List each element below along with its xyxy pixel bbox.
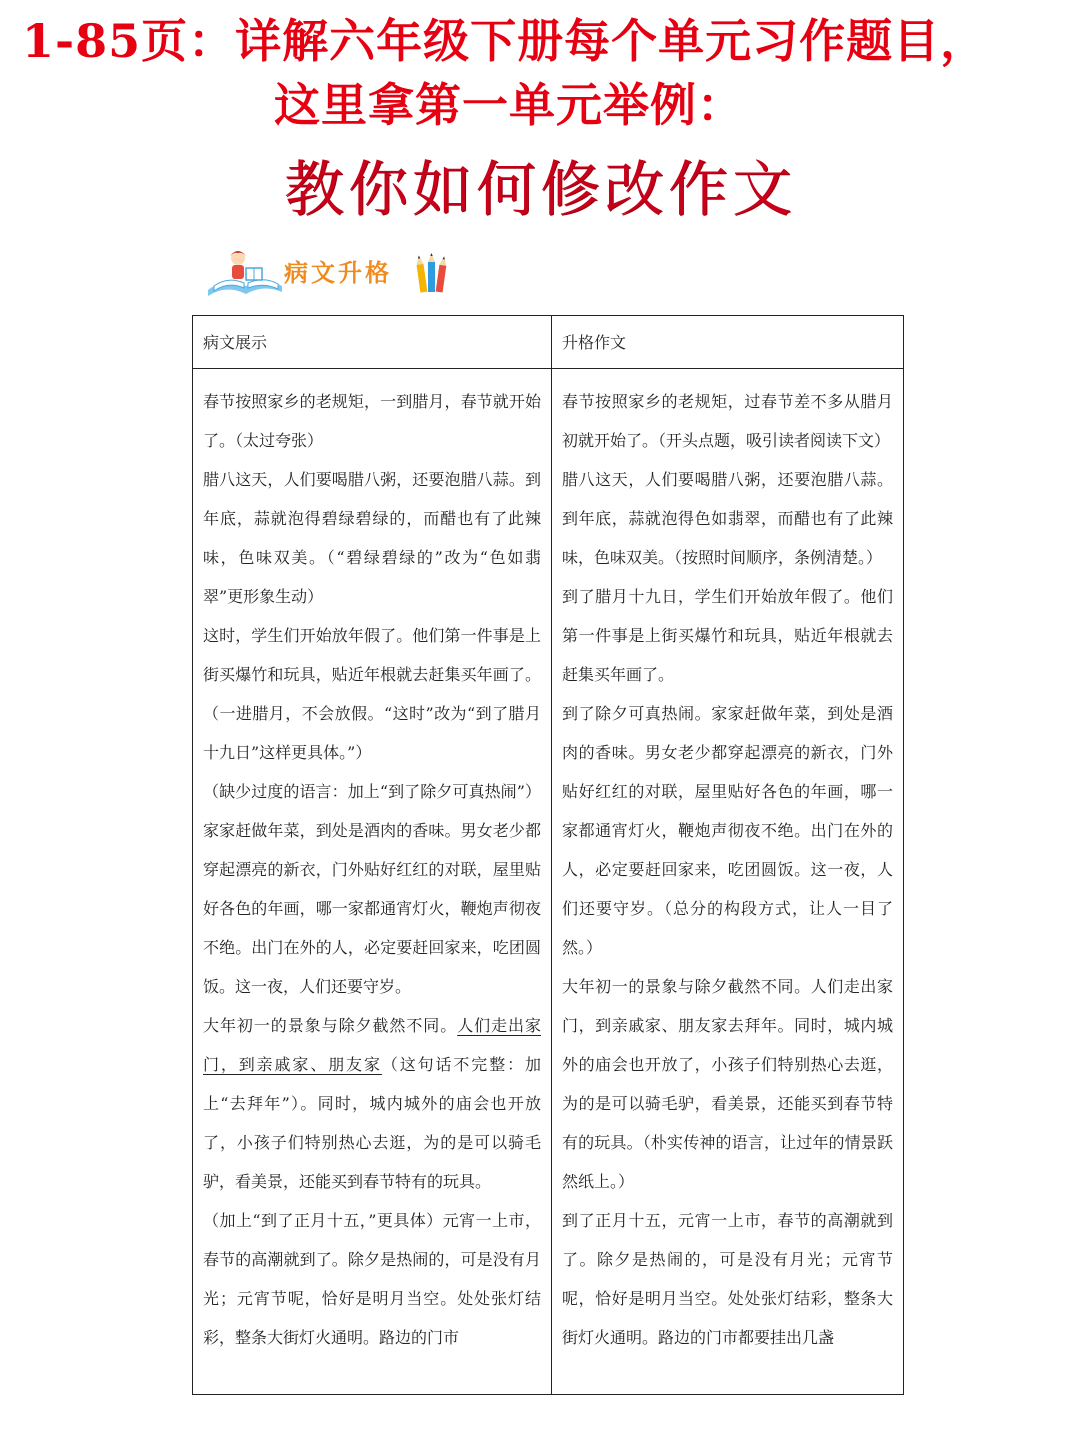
left-column-header: 病文展示 — [193, 316, 551, 369]
revised-paragraph-2: 腊八这天，人们要喝腊八粥，还要泡腊八蒜。到年底，蒜就泡得色如翡翠，而醋也有了此辣味，色味双美。（按照时间顺序，条例清楚。） — [562, 470, 893, 567]
revised-paragraph-3: 到了腊月十九日，学生们开始放年假了。他们第一件事是上街买爆竹和玩具，贴近年根就去赶集买年画了。 — [562, 587, 893, 684]
original-paragraph-5-end: （这句话不完整：加上“去拜年”）。同时，城内城外的庙会也开放了，小孩子们特别热心去逛，为的是可以骑毛驴，看美景，还能买到春节特有的玩具。 — [203, 1055, 541, 1191]
original-paragraph-6: （加上“到了正月十五，”更具体）元宵一上市，春节的高潮就到了。除夕是热闹的，可是没有月光；元宵节呢，恰好是明月当空。处处张灯结彩，整条大街灯火通明。路边的门市 — [203, 1211, 541, 1347]
comparison-table — [192, 315, 904, 1395]
revised-essay-body — [552, 369, 903, 1357]
banner-label: 病文升格 — [284, 259, 392, 287]
section-banner — [206, 246, 456, 300]
revised-paragraph-6: 到了正月十五，元宵一上市，春节的高潮就到了。除夕是热闹的，可是没有月光；元宵节呢，恰好是明月当空。处处张灯结彩，整条大街灯火通明。路边的门市都要挂出几盏 — [562, 1211, 893, 1347]
main-title: 教你如何修改作文 — [284, 155, 796, 225]
original-paragraph-2: 腊八这天，人们要喝腊八粥，还要泡腊八蒜。到年底，蒜就泡得碧绿碧绿的，而醋也有了此辣味，色味双美。（“碧绿碧绿的”改为“色如翡翠”更形象生动） — [203, 470, 541, 606]
original-paragraph-4: （缺少过度的语言：加上“到了除夕可真热闹”）家家赶做年菜，到处是酒肉的香味。男女老少都穿起漂亮的新衣，门外贴好红红的对联，屋里贴好各色的年画，哪一家都通宵灯火，鞭炮声彻夜不绝。出门在外的人，必定要赶回家来，吃团圆饭。这一夜，人们还要守岁。 — [203, 782, 541, 996]
reading-child-icon — [206, 246, 284, 300]
revised-paragraph-5: 大年初一的景象与除夕截然不同。人们走出家门，到亲戚家、朋友家去拜年。同时，城内城外的庙会也开放了，小孩子们特别热心去逛，为的是可以骑毛驴，看美景，还能买到春节特有的玩具。（朴实传神的语言，让过年的情景跃然纸上。） — [562, 977, 893, 1191]
original-essay-column — [193, 316, 552, 1394]
original-paragraph-5 — [203, 1006, 541, 1201]
header-line-1: 1-85页：详解六年级下册每个单元习作题目， — [22, 14, 988, 68]
header-line-2: 这里拿第一单元举例： — [274, 78, 744, 132]
underlined-incomplete-sentence: 人们走出家门，到亲戚家、朋友家 — [203, 1016, 541, 1074]
pencils-icon — [414, 252, 448, 296]
right-column-header: 升格作文 — [552, 316, 903, 369]
original-paragraph-5-start: 大年初一的景象与除夕截然不同。 — [203, 1016, 458, 1035]
original-paragraph-1: 春节按照家乡的老规矩，一到腊月，春节就开始了。（太过夸张） — [203, 392, 541, 450]
revised-paragraph-1: 春节按照家乡的老规矩，过春节差不多从腊月初就开始了。（开头点题，吸引读者阅读下文） — [562, 392, 893, 450]
revised-paragraph-4: 到了除夕可真热闹。家家赶做年菜，到处是酒肉的香味。男女老少都穿起漂亮的新衣，门外贴好红红的对联，屋里贴好各色的年画，哪一家都通宵灯火，鞭炮声彻夜不绝。出门在外的人，必定要赶回家来，吃团圆饭。这一夜，人们还要守岁。（总分的构段方式，让人一目了然。） — [562, 704, 893, 957]
original-essay-body — [193, 369, 551, 1357]
revised-essay-column — [552, 316, 903, 1394]
original-paragraph-3: 这时，学生们开始放年假了。他们第一件事是上街买爆竹和玩具，贴近年根就去赶集买年画了。（一进腊月，不会放假。“这时”改为“到了腊月十九日”这样更具体。”） — [203, 626, 541, 762]
